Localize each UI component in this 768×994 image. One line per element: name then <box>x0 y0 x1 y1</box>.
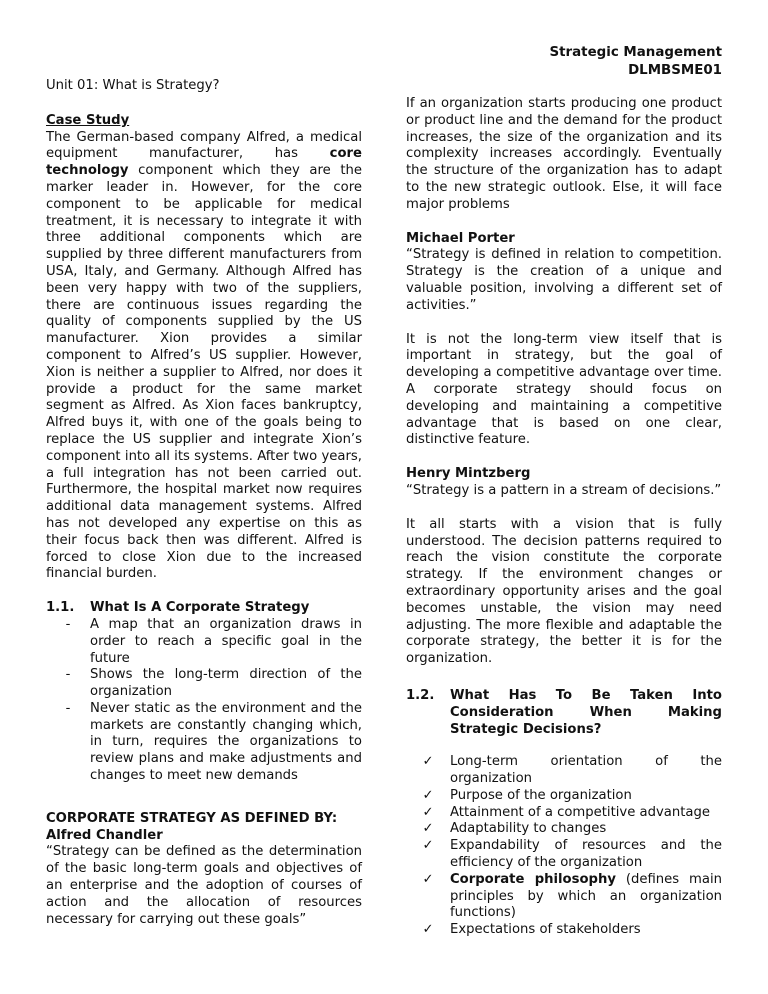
list-item <box>406 838 722 872</box>
section-1-1-heading <box>46 600 362 617</box>
list-item-text <box>450 805 722 822</box>
list-item-text: Shows the long-term direction of the organization <box>90 667 362 700</box>
case-study-text <box>46 130 362 584</box>
considerations-list <box>406 754 722 939</box>
list-item-text-plain: Expectations of stakeholders <box>450 922 641 938</box>
list-item <box>406 922 722 939</box>
case-study-text-end: component which they are the marker leader in. However, for the core component to be applicable for medical treatment, it is necessary to integrate it with three additional components which are supplied by three different manufacturers from USA, Italy, and Germany. Although Alfred has been very happy with two of the suppliers, there are continuous issues regarding the quality of components supplied by the US manufacturer. Xion provides a similar component to Alfred’s US supplier. However, Xion is neither a supplier to Alfred, nor does it provide a product for the same market segment as Alfred. As Xion faces bankruptcy, Alfred buys it, with one of the goals being to replace the US supplier and integrate Xion’s component into all its systems. After two years, a full integration has not been carried out. Furthermore, the hospital market now requires additional data management systems. Alfred has not developed any expertise on this as their focus back then was different. Alfred is forced to close Xion due to the increased financial burden. <box>46 163 362 582</box>
person-name: Alfred Chandler <box>46 827 163 843</box>
list-item-text <box>450 754 722 788</box>
dash-bullet: - <box>65 700 71 716</box>
course-code: DLMBSME01 <box>628 63 722 78</box>
defined-by-title: CORPORATE STRATEGY AS DEFINED BY: <box>46 810 338 826</box>
section-1-2-heading <box>406 688 722 738</box>
porter-paragraph: It is not the long-term view itself that is important in strategy, but the goal of developing a competitive advantage over time. A corporate strategy should focus on developing and maintaining a competitive advantage that is based on one clear, distinctive feature. <box>406 331 722 448</box>
left-column <box>46 78 362 928</box>
unit-title: Unit 01: What is Strategy? <box>46 78 220 93</box>
check-icon: ✓ <box>422 821 434 837</box>
list-item-text-plain: Adaptability to changes <box>450 821 607 837</box>
intro-paragraph: If an organization starts producing one product or product line and the demand for the product increases, the size of the organization and its complexity increases accordingly. Eventually the structure of the organization has to adapt to the new strategic outlook. Else, it will face major problems <box>406 96 722 212</box>
dash-bullet: - <box>65 616 71 632</box>
list-item <box>406 821 722 838</box>
list-item <box>46 701 362 785</box>
list-item <box>406 788 722 805</box>
section-title: What Is A Corporate Strategy <box>90 600 310 616</box>
mintzberg-paragraph: It all starts with a vision that is fully understood. The decision patterns required to reach the vision constitute the corporate strategy. If the environment changes or extraordinary opportunity arises and the goal becomes unstable, the vision may need adjusting. The more flexible and adaptable the corporate strategy, the better it is for the organization. <box>406 516 722 667</box>
check-icon: ✓ <box>422 871 434 887</box>
list-item-text: A map that an organization draws in order to reach a specific goal in the future <box>90 616 362 666</box>
mintzberg-quote: “Strategy is a pattern in a stream of decisions.” <box>406 482 722 498</box>
list-item-bold: Corporate philosophy <box>450 871 616 887</box>
check-icon: ✓ <box>422 838 434 854</box>
list-item <box>406 805 722 822</box>
case-study-text-start: The German-based company Alfred, a medical equipment manufacturer, has <box>46 129 362 162</box>
list-item-text: Never static as the environment and the markets are constantly changing which, in turn, requires the organizations to review plans and make adjustments and changes to meet new demands <box>90 700 362 784</box>
case-study-bold: core technology <box>46 146 362 179</box>
course-title: Strategic Management <box>549 45 722 60</box>
person-name: Michael Porter <box>406 230 515 246</box>
list-item-text <box>450 872 722 922</box>
list-item-text-plain: Expandability of resources and the efficiency of the organization <box>450 838 722 871</box>
section-number: 1.1. <box>46 600 75 616</box>
list-item-text-plain: Attainment of a competitive advantage <box>450 804 710 820</box>
section-number: 1.2. <box>406 687 435 703</box>
list-item <box>406 872 722 922</box>
list-item-text-plain: Purpose of the organization <box>450 787 632 803</box>
list-item-text <box>450 788 722 805</box>
corporate-strategy-list <box>46 617 362 785</box>
list-item <box>46 617 362 667</box>
list-item-text-plain: (defines main principles by which an organization functions) <box>450 871 722 921</box>
list-item-text <box>450 838 722 872</box>
list-item-text <box>450 922 722 939</box>
list-item-text <box>450 821 722 838</box>
section-title: What Has To Be Taken Into Consideration When Making Strategic Decisions? <box>450 687 722 737</box>
list-item <box>46 667 362 701</box>
page-header <box>549 44 722 80</box>
check-icon: ✓ <box>422 787 434 803</box>
list-item <box>406 754 722 788</box>
list-item-text-plain: Long-term orientation of the organization <box>450 754 722 787</box>
dash-bullet: - <box>65 667 71 683</box>
porter-quote: “Strategy is defined in relation to competition. Strategy is the creation of a unique and valuable position, involving a different set of activities.” <box>406 247 722 313</box>
chandler-quote: “Strategy can be defined as the determination of the basic long-term goals and objectives of an enterprise and the adoption of courses of action and the allocation of resources necessary for carrying out these goals” <box>46 844 362 927</box>
right-column <box>406 96 722 939</box>
check-icon: ✓ <box>422 804 434 820</box>
person-name: Henry Mintzberg <box>406 466 531 482</box>
case-study-title: Case Study <box>46 112 130 128</box>
check-icon: ✓ <box>422 754 434 770</box>
check-icon: ✓ <box>422 922 434 938</box>
